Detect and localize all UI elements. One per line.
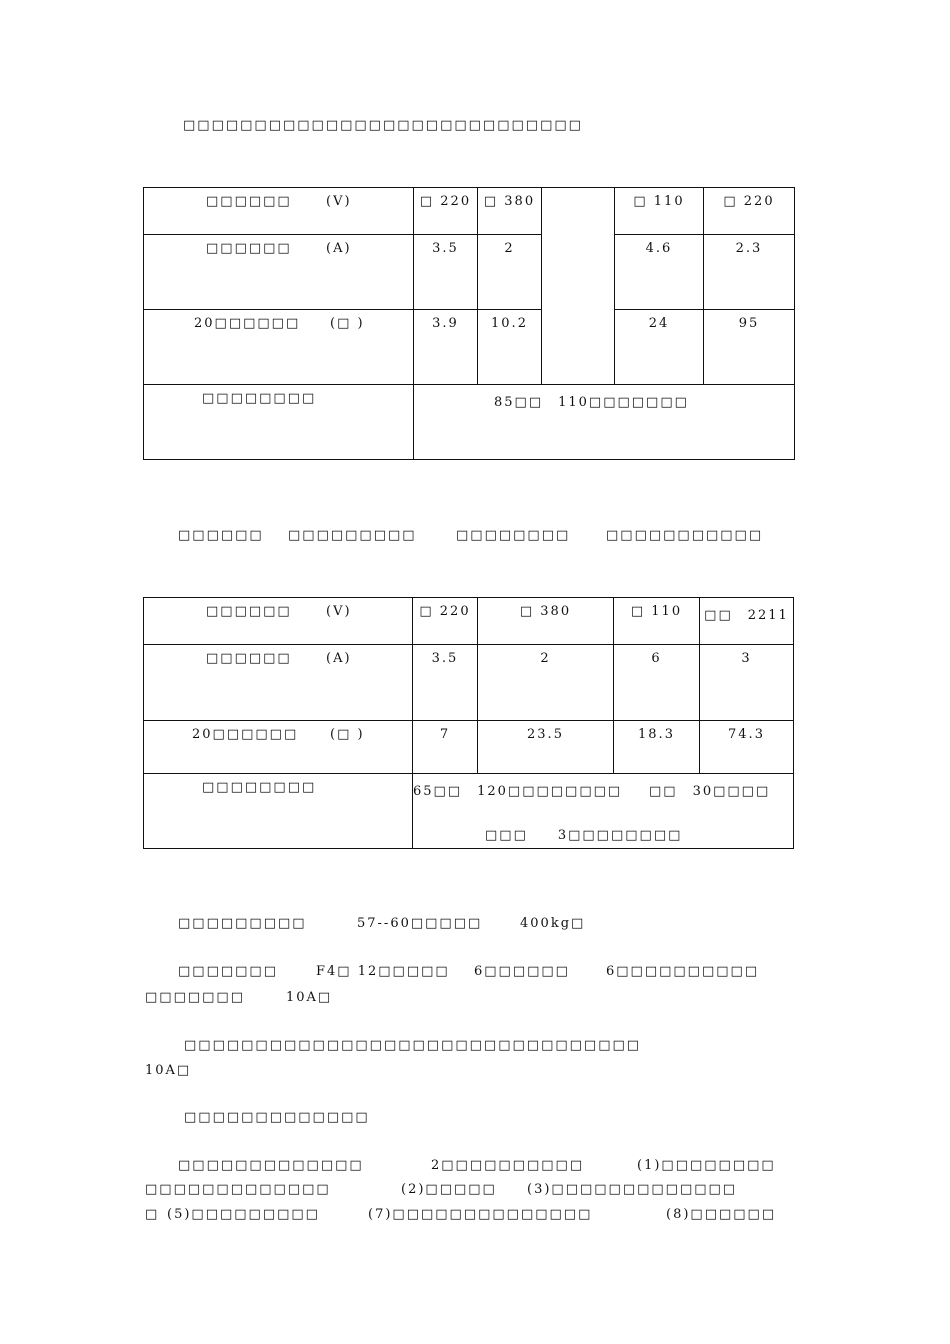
para5-l2a: □□□□□□□□□□□□□ — [145, 1182, 331, 1197]
para2-c: 6□□□□□□ — [474, 964, 570, 979]
table-row: □□□□□□□□ 85□□ 110□□□□□□□ — [144, 385, 795, 460]
para2-f: 10A□ — [286, 990, 333, 1005]
table-row: □□□□□□ (A) 3.5 2 4.6 2.3 — [144, 235, 795, 310]
para2-e: □□□□□□□ — [145, 990, 245, 1005]
para1-a: □□□□□□□□□ — [178, 916, 307, 931]
row-label-cell: □□□□□□ (V) — [144, 188, 414, 235]
para4: □□□□□□□□□□□□□ — [184, 1110, 370, 1125]
para5-l2b: (2)□□□□□ — [401, 1182, 497, 1197]
para2-b: F4□ 12□□□□□ — [316, 964, 450, 979]
intro-text: □□□□□□□□□□□□□□□□□□□□□□□□□□□□ — [183, 118, 583, 133]
para5-l3d: (8)□□□□□□ — [666, 1207, 777, 1222]
para5-l3a: □ — [145, 1207, 160, 1222]
para3-b: 10A□ — [145, 1063, 192, 1078]
heading2-part: □□□□□□□□□ — [288, 528, 417, 543]
para1-b: 57--60□□□□□ — [357, 916, 483, 931]
para5-l3c: (7)□□□□□□□□□□□□□□ — [368, 1207, 593, 1222]
empty-merged-cell — [542, 188, 615, 385]
table-row: □□□□□□□□ 65□□ 120□□□□□□□□ □□ 30□□□□ □□□ 3□□□□□□□□ — [144, 774, 794, 849]
para3-a: □□□□□□□□□□□□□□□□□□□□□□□□□□□□□□□□ — [184, 1038, 642, 1053]
table-row: 20□□□□□□ (□ ) 7 23.5 18.3 74.3 — [144, 721, 794, 774]
para2-a: □□□□□□□ — [178, 964, 278, 979]
table-row: 20□□□□□□ (□ ) 3.9 10.2 24 95 — [144, 310, 795, 385]
table-row: □□□□□□ (V) □ 220 □ 380 □ 110 □ 220 — [144, 188, 795, 235]
heading2-part: □□□□□□□□ — [456, 528, 571, 543]
heading2-part: □□□□□□ — [178, 528, 264, 543]
para5-l1a: □□□□□□□□□□□□□ — [178, 1158, 364, 1173]
table-row: □□□□□□ (A) 3.5 2 6 3 — [144, 645, 794, 721]
heading2-part: □□□□□□□□□□□ — [606, 528, 764, 543]
para5-l1b: 2□□□□□□□□□□ — [431, 1158, 585, 1173]
para2-d: 6□□□□□□□□□□ — [606, 964, 760, 979]
para1-c: 400kg□ — [520, 916, 586, 931]
para5-l1c: (1)□□□□□□□□ — [637, 1158, 776, 1173]
para5-l3b: (5)□□□□□□□□□ — [167, 1207, 320, 1222]
table-row: □□□□□□ (V) □ 220 □ 380 □ 110 □□ 2211 — [144, 598, 794, 645]
para5-l2c: (3)□□□□□□□□□□□□□ — [527, 1182, 738, 1197]
spec-table-1 — [143, 187, 795, 460]
spec-table-2 — [143, 597, 794, 849]
